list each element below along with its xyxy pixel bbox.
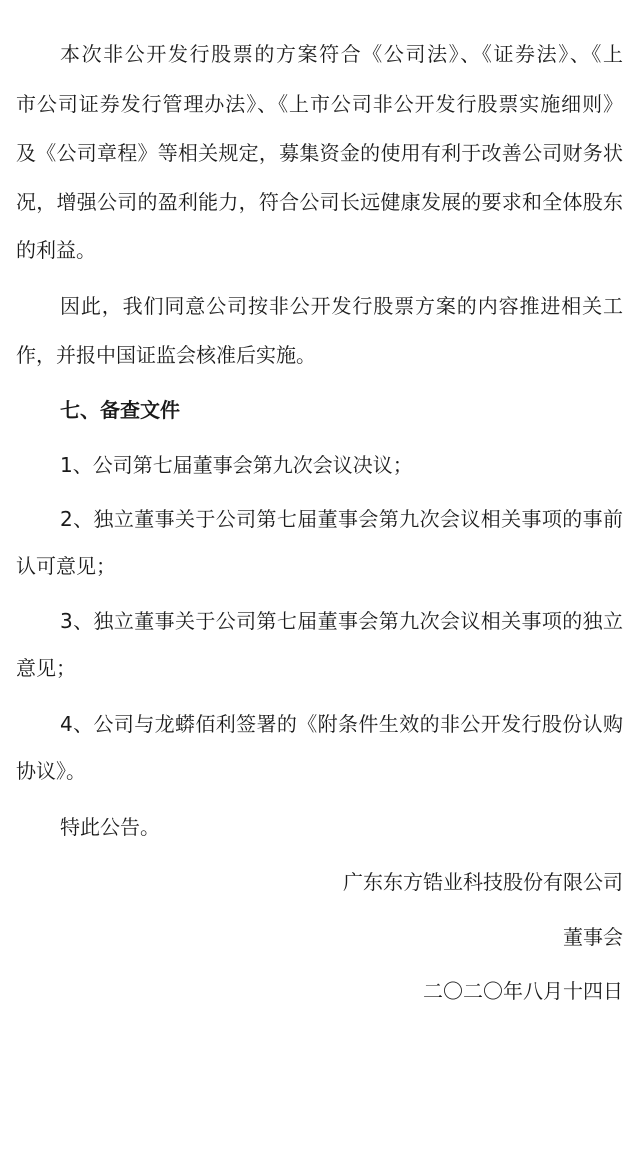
item-4-line-1: 4、公司与龙蟒佰利签署的《附条件生效的非公开发行股份认购 — [60, 712, 623, 736]
paragraph-2-line-1: 因此，我们同意公司按非公开发行股票方案的内容推进相关工 — [60, 294, 623, 318]
item-1-line-1: 1、公司第七届董事会第九次会议决议； — [60, 453, 413, 477]
signature-company: 广东东方锆业科技股份有限公司 — [343, 870, 623, 894]
paragraph-1-line-2: 市公司证券发行管理办法》、《上市公司非公开发行股票实施细则》 — [16, 92, 623, 116]
item-4-line-2: 协议》。 — [16, 759, 86, 783]
section-heading: 七、备查文件 — [60, 398, 180, 422]
paragraph-1-line-5: 的利益。 — [16, 238, 96, 262]
signature-board: 董事会 — [563, 925, 623, 949]
item-2-line-1: 2、独立董事关于公司第七届董事会第九次会议相关事项的事前 — [60, 507, 623, 531]
item-3-line-1: 3、独立董事关于公司第七届董事会第九次会议相关事项的独立 — [60, 609, 623, 633]
item-2-line-2: 认可意见； — [16, 554, 116, 578]
item-3-line-2: 意见； — [16, 656, 76, 680]
paragraph-1-line-3: 及《公司章程》等相关规定，募集资金的使用有利于改善公司财务状 — [16, 141, 623, 165]
closing-text: 特此公告。 — [60, 815, 160, 839]
paragraph-1-line-1: 本次非公开发行股票的方案符合《公司法》、《证券法》、《上 — [60, 42, 623, 66]
signature-date: 二〇二〇年八月十四日 — [423, 979, 623, 1003]
paragraph-2-line-2: 作，并报中国证监会核准后实施。 — [16, 343, 316, 367]
paragraph-1-line-4: 况，增强公司的盈利能力，符合公司长远健康发展的要求和全体股东 — [16, 190, 623, 214]
